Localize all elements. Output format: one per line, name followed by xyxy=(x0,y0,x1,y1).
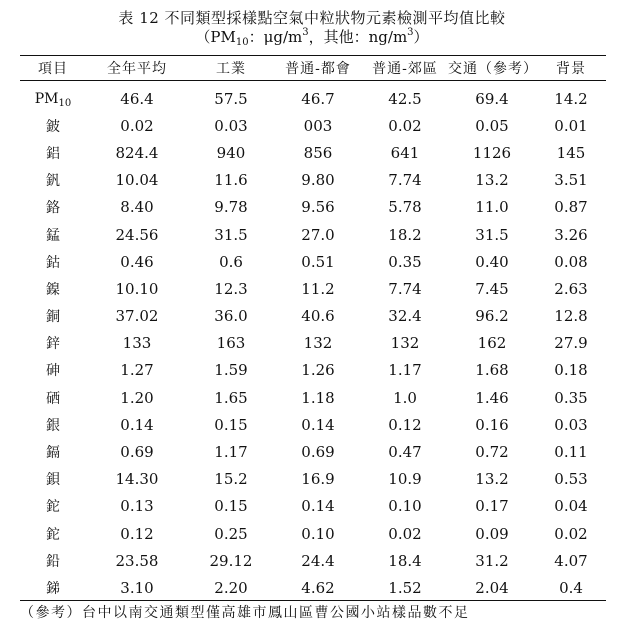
element-name: 鋁 xyxy=(46,145,60,162)
value-cell: 27.0 xyxy=(301,225,335,244)
value-cell: 0.17 xyxy=(475,497,509,516)
value-cell: 7.74 xyxy=(388,279,422,298)
value-cell: 0.69 xyxy=(120,443,154,462)
value-cell: 9.56 xyxy=(301,198,335,217)
element-name-cell xyxy=(20,303,86,330)
value-cell: 37.02 xyxy=(115,307,159,326)
value-cell: 4.62 xyxy=(301,578,335,597)
element-name: 鈹 xyxy=(46,118,60,135)
value-cell: 2.63 xyxy=(554,279,588,298)
value-cell: 32.4 xyxy=(388,307,422,326)
table-title: 表 12 不同類型採樣點空氣中粒狀物元素檢測平均值比較 xyxy=(118,9,506,27)
value-cell: 1.20 xyxy=(120,388,154,407)
value-cell: 1.0 xyxy=(393,388,417,407)
value-cell: 0.01 xyxy=(554,116,588,135)
subtitle-middle: ，其他：ng/m xyxy=(308,28,408,46)
value-cell: 57.5 xyxy=(214,89,248,108)
value-cell: 12.8 xyxy=(554,307,588,326)
value-cell: 10.04 xyxy=(115,171,159,190)
value-cell: 0.12 xyxy=(120,524,154,543)
value-cell: 0.4 xyxy=(559,578,583,597)
column-header: 交通（參考） xyxy=(448,61,538,77)
element-name: 鋅 xyxy=(46,336,60,353)
subtitle-open: （PM xyxy=(195,28,236,46)
value-cell: 14.2 xyxy=(554,89,588,108)
value-cell: 69.4 xyxy=(475,89,509,108)
element-name: 砷 xyxy=(46,363,60,380)
value-cell: 0.46 xyxy=(120,252,154,271)
value-cell: 7.45 xyxy=(475,279,509,298)
value-cell: 145 xyxy=(556,143,586,162)
table-row xyxy=(20,80,606,112)
value-cell: 1.52 xyxy=(388,578,422,597)
value-cell: 11.2 xyxy=(301,279,335,298)
value-cell: 003 xyxy=(303,116,333,135)
value-cell: 0.13 xyxy=(120,497,154,516)
element-name-cell xyxy=(20,80,86,112)
element-name: 鉛 xyxy=(46,553,60,570)
element-name: 釩 xyxy=(46,173,60,190)
element-name: 鉈 xyxy=(46,526,60,543)
subtitle-unit-a: ：μg/m xyxy=(248,28,303,46)
table-row xyxy=(20,303,606,330)
table-row xyxy=(20,574,606,601)
value-cell: 0.87 xyxy=(554,198,588,217)
value-cell: 0.14 xyxy=(301,497,335,516)
column-header: 項目 xyxy=(38,61,68,77)
value-cell: 0.35 xyxy=(388,252,422,271)
value-cell: 12.3 xyxy=(214,279,248,298)
value-cell: 0.10 xyxy=(388,497,422,516)
element-name: 銅 xyxy=(46,309,60,326)
value-cell: 0.69 xyxy=(301,443,335,462)
table-row xyxy=(20,194,606,221)
column-header: 普通-郊區 xyxy=(372,61,438,77)
table-row xyxy=(20,139,606,166)
element-name: 鋇 xyxy=(46,472,60,489)
element-name: PM xyxy=(34,90,59,107)
table-row xyxy=(20,112,606,139)
value-cell: 132 xyxy=(390,334,420,353)
value-cell: 0.25 xyxy=(214,524,248,543)
value-cell: 0.02 xyxy=(120,116,154,135)
value-cell: 3.26 xyxy=(554,225,588,244)
value-cell: 0.03 xyxy=(554,415,588,434)
value-cell: 46.4 xyxy=(120,89,154,108)
table-row xyxy=(20,357,606,384)
value-cell: 0.10 xyxy=(301,524,335,543)
value-cell: 10.10 xyxy=(115,279,159,298)
value-cell: 9.78 xyxy=(214,198,248,217)
element-name-cell xyxy=(20,384,86,411)
value-cell: 0.03 xyxy=(214,116,248,135)
value-cell: 162 xyxy=(477,334,507,353)
value-cell: 0.12 xyxy=(388,415,422,434)
value-cell: 824.4 xyxy=(115,143,159,162)
subtitle-pm-subscript: 10 xyxy=(235,37,249,48)
value-cell: 18.4 xyxy=(388,551,422,570)
value-cell: 18.2 xyxy=(388,225,422,244)
element-name-cell xyxy=(20,520,86,547)
element-name-cell xyxy=(20,275,86,302)
value-cell: 1.68 xyxy=(475,361,509,380)
element-name-cell xyxy=(20,466,86,493)
subtitle-close: ） xyxy=(413,28,429,46)
value-cell: 1.17 xyxy=(214,443,248,462)
value-cell: 0.16 xyxy=(475,415,509,434)
subtitle-superscript-a: 3 xyxy=(302,27,309,38)
value-cell: 13.2 xyxy=(475,171,509,190)
value-cell: 16.9 xyxy=(301,470,335,489)
element-name-cell xyxy=(20,357,86,384)
value-cell: 9.80 xyxy=(301,171,335,190)
value-cell: 24.4 xyxy=(301,551,335,570)
value-cell: 0.14 xyxy=(120,415,154,434)
table-subtitle-units xyxy=(0,28,624,46)
value-cell: 0.40 xyxy=(475,252,509,271)
table-row xyxy=(20,330,606,357)
value-cell: 2.04 xyxy=(475,578,509,597)
column-header: 工業 xyxy=(216,61,246,77)
value-cell: 0.09 xyxy=(475,524,509,543)
value-cell: 40.6 xyxy=(301,307,335,326)
table-row xyxy=(20,438,606,465)
value-cell: 0.02 xyxy=(388,524,422,543)
value-cell: 0.72 xyxy=(475,443,509,462)
value-cell: 31.2 xyxy=(475,551,509,570)
value-cell: 0.11 xyxy=(554,443,588,462)
element-name: 鎳 xyxy=(46,281,60,298)
element-name: 硒 xyxy=(46,390,60,407)
value-cell: 42.5 xyxy=(388,89,422,108)
value-cell: 0.05 xyxy=(475,116,509,135)
column-header: 普通-都會 xyxy=(285,61,351,77)
table-row xyxy=(20,466,606,493)
value-cell: 856 xyxy=(303,143,333,162)
table-row xyxy=(20,167,606,194)
value-cell: 0.14 xyxy=(301,415,335,434)
value-cell: 5.78 xyxy=(388,198,422,217)
value-cell: 1.26 xyxy=(301,361,335,380)
element-name: 鉈 xyxy=(46,499,60,516)
value-cell: 0.6 xyxy=(219,252,243,271)
value-cell: 2.20 xyxy=(214,578,248,597)
table-row xyxy=(20,493,606,520)
table-row xyxy=(20,384,606,411)
value-cell: 31.5 xyxy=(475,225,509,244)
element-name: 鉻 xyxy=(46,200,60,217)
element-name: 銀 xyxy=(46,417,60,434)
column-header: 背景 xyxy=(556,61,586,77)
element-name: 錳 xyxy=(46,227,60,244)
value-cell: 133 xyxy=(122,334,152,353)
table-footnote: （參考）台中以南交通類型僅高雄市鳳山區曹公國小站樣品數不足 xyxy=(20,605,470,621)
element-name-cell xyxy=(20,493,86,520)
element-name-cell xyxy=(20,221,86,248)
value-cell: 0.02 xyxy=(554,524,588,543)
value-cell: 0.15 xyxy=(214,497,248,516)
value-cell: 1.65 xyxy=(214,388,248,407)
value-cell: 132 xyxy=(303,334,333,353)
value-cell: 0.51 xyxy=(301,252,335,271)
value-cell: 11.0 xyxy=(475,198,509,217)
value-cell: 0.35 xyxy=(554,388,588,407)
subtitle-superscript-b: 3 xyxy=(407,27,414,38)
value-cell: 11.6 xyxy=(214,171,248,190)
value-cell: 14.30 xyxy=(115,470,159,489)
element-name: 鎘 xyxy=(46,445,60,462)
element-name-cell xyxy=(20,167,86,194)
element-name-cell xyxy=(20,547,86,574)
column-header: 全年平均 xyxy=(107,61,167,77)
value-cell: 1.27 xyxy=(120,361,154,380)
value-cell: 46.7 xyxy=(301,89,335,108)
value-cell: 1.17 xyxy=(388,361,422,380)
value-cell: 641 xyxy=(390,143,420,162)
value-cell: 163 xyxy=(216,334,246,353)
value-cell: 0.53 xyxy=(554,470,588,489)
value-cell: 1.18 xyxy=(301,388,335,407)
value-cell: 36.0 xyxy=(214,307,248,326)
element-name-subscript: 10 xyxy=(58,97,72,109)
value-cell: 1.59 xyxy=(214,361,248,380)
value-cell: 8.40 xyxy=(120,198,154,217)
value-cell: 0.18 xyxy=(554,361,588,380)
value-cell: 3.51 xyxy=(554,171,588,190)
value-cell: 15.2 xyxy=(214,470,248,489)
value-cell: 96.2 xyxy=(475,307,509,326)
element-name-cell xyxy=(20,139,86,166)
element-name: 銻 xyxy=(46,580,60,597)
element-name-cell xyxy=(20,112,86,139)
table-body xyxy=(20,80,606,602)
table-row xyxy=(20,411,606,438)
table-row xyxy=(20,520,606,547)
element-comparison-table xyxy=(20,56,606,602)
table-row xyxy=(20,275,606,302)
value-cell: 31.5 xyxy=(214,225,248,244)
value-cell: 0.08 xyxy=(554,252,588,271)
value-cell: 29.12 xyxy=(209,551,253,570)
value-cell: 23.58 xyxy=(115,551,159,570)
value-cell: 24.56 xyxy=(115,225,159,244)
table-header-row xyxy=(20,56,606,80)
value-cell: 0.47 xyxy=(388,443,422,462)
table-row xyxy=(20,221,606,248)
value-cell: 27.9 xyxy=(554,334,588,353)
element-name: 鈷 xyxy=(46,254,60,271)
value-cell: 3.10 xyxy=(120,578,154,597)
table-row xyxy=(20,547,606,574)
element-name-cell xyxy=(20,194,86,221)
element-name-cell xyxy=(20,574,86,601)
value-cell: 7.74 xyxy=(388,171,422,190)
value-cell: 0.02 xyxy=(388,116,422,135)
value-cell: 13.2 xyxy=(475,470,509,489)
value-cell: 10.9 xyxy=(388,470,422,489)
value-cell: 4.07 xyxy=(554,551,588,570)
element-name-cell xyxy=(20,330,86,357)
table-row xyxy=(20,248,606,275)
element-name-cell xyxy=(20,411,86,438)
element-name-cell xyxy=(20,438,86,465)
value-cell: 0.04 xyxy=(554,497,588,516)
value-cell: 1.46 xyxy=(475,388,509,407)
value-cell: 0.15 xyxy=(214,415,248,434)
value-cell: 940 xyxy=(216,143,246,162)
element-name-cell xyxy=(20,248,86,275)
value-cell: 1126 xyxy=(472,143,512,162)
